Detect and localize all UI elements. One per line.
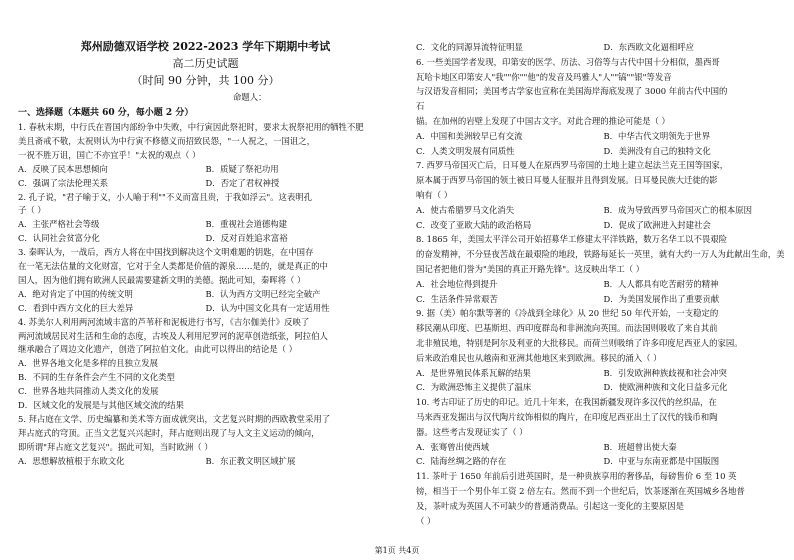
question-text-line: C．世界各地共同推动人类文化的发展 bbox=[18, 386, 159, 397]
exam-subtitle: （时间 90 分钟，共 100 分） bbox=[131, 74, 280, 87]
question-text-line: 的奋发精神，不分昼夜苦战在最艰险的地段，铁路每延长一英里，就有大约一万人为此献出生命，美 bbox=[416, 249, 785, 260]
question-text-line: 美且斋戒不敬，太祝则认为中行寅不修德义而招致民怨，"一人祝之，一国诅之， bbox=[18, 135, 315, 146]
option-left: C．看到中西方文化的巨大差异 bbox=[18, 302, 134, 313]
question-text-line: 响有（ ） bbox=[416, 190, 453, 200]
question-text-line: 后来政治难民也从越南和亚洲其他地区来到欧洲。移民的涌入（ ） bbox=[416, 352, 662, 363]
answer-options bbox=[416, 218, 791, 233]
option-left: C．陆海丝绸之路的存在 bbox=[416, 456, 507, 467]
option-right: B．重视社会道德构建 bbox=[205, 219, 288, 230]
option-right: D．促成了欧洲进入封建社会 bbox=[603, 219, 711, 230]
question-text-line: 3. 秦晖认为，一战后，西方人将在中国找到解决这个文明难题的钥匙，在中国存 bbox=[18, 247, 314, 258]
option-left: C．强调了宗法伦理关系 bbox=[18, 177, 109, 188]
question-text-line: 5. 拜占庭在文学、历史编纂和美术等方面成就突出，文艺复兴时期的西欧教堂采用了 bbox=[18, 413, 331, 424]
option-left: A．张骞曾出使西域 bbox=[416, 441, 490, 452]
question-text-line: （ ） bbox=[416, 515, 436, 526]
answer-options bbox=[416, 129, 791, 144]
option-right: B．中华古代文明领先于世界 bbox=[603, 130, 711, 141]
question-text-line: 镑，相当于一个男仆年工资 2 倍左右。然而不到一个世纪后，饮茶逐渐在英国城乡各地普 bbox=[416, 486, 745, 496]
option-right: D．否定了君权神授 bbox=[205, 177, 280, 188]
option-right: B．认为西方文明已经完全破产 bbox=[205, 288, 321, 299]
question-text-line: 器。这些考古发现证实了（ ） bbox=[416, 426, 528, 437]
question-text-line: 原本属于西罗马帝国的领土被日耳曼人征服并且得到发展。日耳曼民族大迁徙的影 bbox=[416, 175, 718, 186]
question-text-line: 与汉语发音相同；美国考古学家也宣称在美国海岸海底发现了 3000 年前古代中国的 bbox=[416, 86, 728, 97]
question-text-line: 锚。在加州的岩壁上发现了中国古文字。对此合理的推论可能是（ ） bbox=[416, 116, 670, 126]
option-left: A．主张严格社会等级 bbox=[18, 219, 100, 230]
option-right: D．认为中国文化具有一定适用性 bbox=[205, 302, 330, 313]
question-text-line: D．区域文化的发展是与其他区域交流的结果 bbox=[18, 400, 184, 410]
answer-options bbox=[416, 292, 791, 307]
option-left: A．绝对肯定了中国的传统文明 bbox=[18, 288, 133, 299]
option-right: B．东正教文明区域扩展 bbox=[205, 455, 296, 466]
question-text-line: 国人，因为他们拥有欧洲人民最需要建新文明的美德。据此可知，秦晖将（ ） bbox=[18, 274, 306, 285]
option-right: D．东西欧文化逼相呼应 bbox=[603, 42, 694, 52]
answer-options bbox=[416, 40, 791, 55]
answer-options bbox=[18, 232, 393, 246]
option-left: A．中国和美洲较早已有交流 bbox=[416, 130, 523, 141]
answer-options bbox=[416, 380, 791, 395]
question-text-line: 在一笔无法估量的文化财富，它对于全人类都是价值的源泉……是的，就是真正的中 bbox=[18, 261, 328, 271]
option-right: D．为美国发展作出了重要贡献 bbox=[603, 293, 720, 304]
left-column bbox=[18, 0, 393, 540]
right-column bbox=[416, 0, 791, 540]
question-text-line: 10. 考古印证了历史的印记。近几十年来，在我国新疆发现许多汉代的丝织品，在 bbox=[416, 397, 717, 408]
option-right: D．使欧洲种族和文化日益多元化 bbox=[603, 382, 728, 393]
question-text-line: 2. 孔子说，"君子喻于义，小人喻于利""不义而富且贵，于我如浮云"。这表明孔 bbox=[18, 191, 313, 202]
question-text-line: 继承融合了周边文化遗产，创造了阿拉伯文化。由此可以得出的结论是（ ） bbox=[18, 344, 298, 355]
option-right: B．质疑了祭祀功用 bbox=[205, 163, 279, 174]
question-text-line: 子（ ） bbox=[18, 205, 46, 216]
answer-options bbox=[416, 144, 791, 159]
answer-options bbox=[18, 218, 393, 232]
option-left: C．认同社会贫富分化 bbox=[18, 233, 100, 244]
answer-options bbox=[18, 177, 393, 191]
answer-options bbox=[18, 288, 393, 302]
answer-options bbox=[18, 163, 393, 177]
question-text-line: 11. 茶叶于 1650 年前后引进英国时，是一种贵族享用的奢侈品，每磅售价 6 至 10 英 bbox=[416, 471, 737, 482]
answer-options bbox=[18, 455, 393, 469]
exam-subtitle: 高二历史试题 bbox=[172, 57, 239, 70]
option-left: A．社会地位得到提升 bbox=[416, 278, 498, 289]
question-text-line: 移民潮从印度、巴基斯坦、西印度群岛和非洲流向英国。而法国则吸收了来自其前 bbox=[416, 323, 718, 334]
option-right: D．中亚与东南亚都是中国版图 bbox=[603, 456, 720, 467]
question-text-line: 北非殖民地，特别是阿尔及利亚的大批移民。而荷兰则吸纳了许多印度尼西亚人的家园。 bbox=[416, 338, 743, 348]
option-right: D．反对百姓追求富裕 bbox=[205, 233, 288, 244]
answer-options bbox=[416, 277, 791, 292]
option-left: A．使古希腊罗马文化消失 bbox=[416, 204, 515, 215]
question-text-line: 一祝不胜万诅，国亡不亦宜乎！"太祝的观点（ ） bbox=[18, 149, 201, 160]
answer-options bbox=[416, 366, 791, 381]
question-text-line: 石 bbox=[416, 101, 425, 112]
option-left: C．改变了亚欧大陆的政治格局 bbox=[416, 219, 532, 230]
option-right: D．美洲没有自己的独特文化 bbox=[603, 145, 711, 156]
author-line: 命题人： bbox=[233, 92, 267, 102]
question-text-line: 7. 西罗马帝国灭亡后，日耳曼人在原西罗马帝国的土地上建立起法兰克王国等国家， bbox=[416, 160, 729, 171]
answer-options bbox=[416, 454, 791, 469]
question-text-line: B．不同的生存条件会产生不同的文化类型 bbox=[18, 372, 175, 383]
option-right: B．人人都具有吃苦耐劳的精神 bbox=[603, 278, 719, 289]
question-text-line: 8. 1865 年，美国太平洋公司开始招募华工修建太平洋铁路，数万名华工以不畏艰险 bbox=[416, 234, 728, 245]
option-left: A．反映了民本思想倾向 bbox=[18, 163, 108, 174]
option-left: C．人类文明发展有同质性 bbox=[416, 145, 515, 156]
section-heading: 一、选择题（本题共 60 分，每小题 2 分） bbox=[18, 108, 194, 118]
question-text-line: 及，茶叶成为英国人不可缺少的普通消费品。引起这一变化的主要原因是 bbox=[416, 500, 684, 511]
question-text-line: 两河流域居民对生活和生命的态度，古埃及人利用尼罗河的泥草创造纸张，阿拉伯人 bbox=[18, 330, 328, 341]
question-text-line: 瓦哈卡地区印第安人"我""你""他"的发音及玛雅人"人""镐""银"等发音 bbox=[416, 71, 672, 82]
question-text-line: 国记者把他们誉为"美国的真正开路先锋"。这反映出华工（ ） bbox=[416, 264, 645, 274]
question-text-line: 4. 苏美尔人利用两河流域丰富的芦苇秆和泥板进行书写，《吉尔伽美什》反映了 bbox=[18, 316, 310, 327]
page-footer: 第1页 共4页 bbox=[374, 546, 420, 555]
question-text-line: 6. 一些美国学者发现，印第安的医学、历法、习俗等与古代中国十分相似，墨西哥 bbox=[416, 56, 720, 67]
exam-title: 郑州励德双语学校 2022-2023 学年下期期中考试 bbox=[80, 40, 331, 53]
option-left: A．思想解放植根于东欧文化 bbox=[18, 455, 125, 466]
question-text-line: 即所谓"拜占庭文艺复兴"。据此可知，当时欧洲（ ） bbox=[18, 441, 213, 452]
option-right: B．成为导致西罗马帝国灭亡的根本原因 bbox=[603, 204, 753, 215]
question-text-line: A．世界各地文化是多样的且独立发展 bbox=[18, 358, 159, 369]
option-left: C．生活条件异常艰苦 bbox=[416, 293, 498, 304]
question-text-line: 拜占庭式的穹顶。正当文艺复兴兴起时，拜占庭则出现了与人文主义运动的倾向， bbox=[18, 427, 320, 438]
option-right: B．引发欧洲种族歧视和社会冲突 bbox=[603, 367, 727, 378]
option-right: B．班超曾出使大秦 bbox=[603, 441, 677, 452]
question-text-line: 马来西亚发掘出与汉代陶片纹饰相似的陶片，在印度尼西亚出土了汉代的钱币和陶 bbox=[416, 412, 718, 422]
option-left: C．文化的同源异流特征明显 bbox=[416, 42, 523, 52]
option-left: A．是世界殖民体系瓦解的结果 bbox=[416, 367, 531, 378]
answer-options bbox=[18, 302, 393, 316]
question-text-line: 1. 春秋末期，中行氏在晋国内部纷争中失败，中行寅因此祭祀时，要求太祝祭祀用的牺牲不肥 bbox=[18, 122, 364, 132]
answer-options bbox=[416, 203, 791, 218]
question-text-line: 9. 据（美）帕尔默等著的《冷战到全球化》从 20 世纪 50 年代开始，一支稳定的 bbox=[416, 308, 719, 319]
option-left: C．为欧洲恐怖主义提供了温床 bbox=[416, 382, 532, 393]
answer-options bbox=[416, 440, 791, 455]
